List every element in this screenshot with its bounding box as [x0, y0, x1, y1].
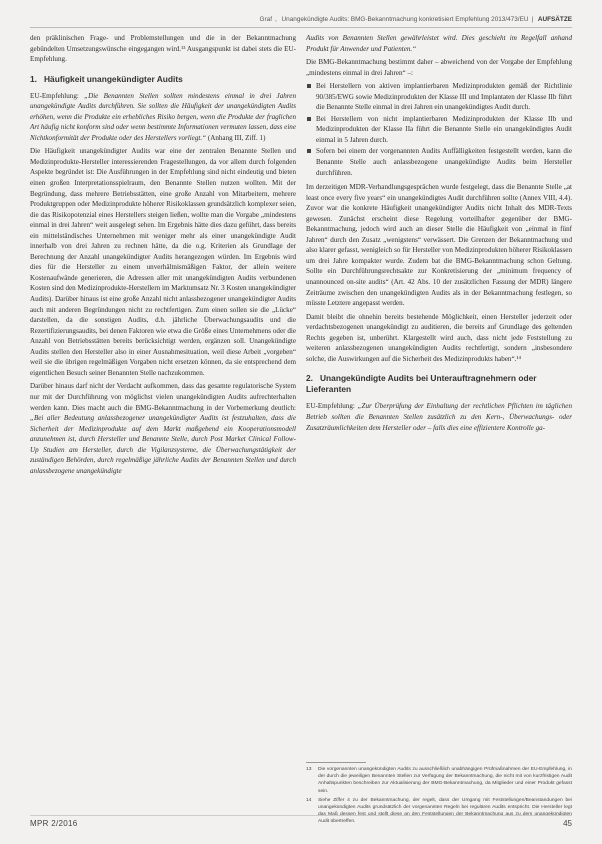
header-divider: [30, 27, 572, 28]
intro-paragraph: den präklinischen Frage- und Problemstellungen und die in der Bekanntmachung gebündelten Umsetzungswünsche eingegangen wird.¹³ Ausgangspunkt ist dabei stets die EU-Empfehlung.: [30, 34, 296, 64]
running-head: Graf , Unangekündigte Audits: BMG-Bekanntmachung konkretisiert Empfehlung 2013/473/EU | AUFSÄTZE: [259, 16, 572, 23]
list-item-text: Bei Herstellern von nicht implantierbaren Medizinprodukten der Klasse IIb und Medizinprodukten der Klasse IIa führt die Benannte Stelle ein unangekündigtes Audit einmal in 5 Jahren durch.: [316, 114, 572, 144]
quote-text: „Zur Überprüfung der Einhaltung der rechtlichen Pflichten im täglichen Betrieb sollten die Benannten Stellen zusätzlich zu den Kern-, Überwachungs- oder Zusatzräumlichkeiten dem Hersteller oder – falls dies eine effizientere Kontrolle ga-: [306, 402, 572, 432]
footnote: [306, 766, 572, 795]
section-heading-2: [306, 373, 572, 395]
left-column: [30, 33, 296, 479]
quote-text: „Die Benannten Stellen sollten mindestens einmal in drei Jahren unangekündigte Audits durchführen. Sie sollten die Häufigkeit der unangekündigten Audits erhöhen, wenn die Produkte ein erhebliches Risiko bergen, wenn die Produkte der fraglichen Art häufig nicht konform sind oder wenn bestimmte Informationen vermuten lassen, dass eine Nichtkonformität der Produkte oder des Herstellers vorliegt.“: [30, 91, 296, 142]
body-paragraph: Die Häufigkeit unangekündigter Audits war eine der zentralen Benannte Stellen und Medizinprodukte-Hersteller interessierenden Fragestellungen, da vor allem durch folgenden Aspekte begründet ist: Die Ausführungen in der Empfehlung sind nicht eindeutig und bieten einen großen Interpretationsspielraum, den Benannte Stellen nutzen wollten. Mit der Begründung, dass mehrere Betriebsstätten, eine große Anzahl von Mitarbeitern, mehrere Produktgruppen oder Medizinprodukte höherer Risikoklassen grundsätzlich komplexer seien, die das Risikopotenzial eines Herstellers steigen ließen, wollte man die Vorgabe „mindestens einmal in drei Jahren“ weit ausgelegt sehen. Im Ergebnis hätte dies dazu geführt, dass bereits ein mittelständisches Unternehmen mit weniger mehr als einer unangekündigte Audit innerhalb von drei Jahren zu rechnen hätte, da die o.g. Kriterien als Grundlage der Berechnung der Anzahl unangekündigter Audits herangezogen würden. Im Ergebnis wird dies für die Hersteller zu einem unverhältnismäßigen Faktor, der allein weitere Kostenaufwände generieren, die Adressen aller mit unangekündigten Audits verbundenen Kosten sind den Medizinprodukte-Herstellern im Marktumsatz Nr. 3 Kosten unangekündigter Audits). Darüber hinaus ist eine große Anzahl nicht anlassbezogener unangekündigter Audits auch mit anderen Begründungen nicht zu rechtfertigen. Zum einen sollen sie die „Lücke“ darstellen, da die sonstigen Audits, d.h. jährliche Überwachungsaudits und die Rezertifizierungsaudits, bei denen Faktoren wie etwa die Größe eines Unternehmens oder die Anzahl von Betriebsstätten bereits berücksichtigt werden, ergänzen soll. Unangekündigte Audits stellen den Hersteller also in einer Ausnahmesituation, weil diese Arbeit „vorgeben“ weil sie die übrigen regelmäßigen Vorgaben nicht ersetzen können, da sie entsprechend dem eigentlichen Besuch seiner Benannten Stelle nachzukommen.: [30, 147, 296, 377]
running-head-authors: Graf: [259, 16, 272, 23]
section-title: Unangekündigte Audits bei Unterauftragnehmern oder Lieferanten: [306, 373, 537, 395]
body-paragraph: [30, 381, 296, 476]
page-number: 45: [563, 819, 572, 828]
quote-reference: (Anhang III, Ziff. 1): [206, 133, 266, 142]
list-item: [306, 146, 572, 178]
footer-divider: [30, 815, 572, 816]
eu-recommendation-quote: [30, 91, 296, 144]
list-item: [306, 81, 572, 113]
bullet-square-icon: [307, 84, 311, 88]
quote-lead: EU-Empfehlung:: [30, 91, 85, 100]
body-paragraph: Im derzeitigen MDR-Verhandlungsgesprächen wurde festgelegt, dass die Benannte Stelle „at least once every five years“ ein unangekündigtes Audit durchführen sollte (Annex VIII, 4.4). Zuvor war die konkrete Häufigkeit unangekündigter Audits nicht Inhalt des MDR-Texts gewesen. Zunächst erscheint diese Regelung vorteilhafter gegenüber der BMG-Bekanntmachung, jedoch wird auch an dieser Stelle die Häufigkeit von „einmal in fünf Jahren“ durch den Zusatz „wenigstens“ verwässert. Die Grenzen der Bekanntmachung und also klarer gefasst, wenigleich so für Hersteller von Medizinprodukten höherer Risikoklassen um drei Jahre kompakter wurde. Zudem bat die BMG-Bekanntmachung schon Geltung. Sollte ein Durchführungsrechtsakte zur Konkretisierung der „minimum frequency of unannounced on-site audits“ (Art. 42 Abs. 10 der zusätzlichen Fassung der MDR) längere Zeiträume zwischen den unangekündigten Audits als in der Bekanntmachung festlegen, so müsste Letztere angepasst werden.: [306, 183, 572, 308]
section-number: 2.: [306, 373, 313, 384]
bullet-square-icon: [307, 117, 311, 121]
quote-text: Audits von Benannten Stellen gewährleistet wird. Dies geschieht im Regelfall anhand Produkt für Anwender und Patienten.“: [306, 34, 572, 53]
continued-quote: [306, 33, 572, 54]
right-column: [306, 33, 572, 436]
footnote-number: 13: [306, 767, 312, 772]
list-item-text: Bei Herstellern von aktiven implantierbaren Medizinprodukten gemäß der Richtlinie 90/385/EWG sowie Medizinprodukten der Klasse III und Implantaten der Klasse IIb führt die Benannte Stelle einmal in drei Jahren ein unangekündigtes Audit durch.: [316, 82, 572, 112]
journal-issue: MPR 2/2016: [30, 819, 78, 828]
footnote-number: 14: [306, 797, 312, 803]
bullet-square-icon: [307, 149, 311, 153]
bullet-list: [306, 81, 572, 178]
section-title: Häufigkeit unangekündigter Audits: [44, 73, 183, 84]
footnote-text: Siehe Ziffer 4 zu der Bekanntmachung, der regelt, dass der Umgang mit Feststellungen/Beanstandungen bei unangekündigten Audits grundsätzlich der vorgenannten Regeln bei regulären Audits entspricht. Die Hersteller legt das Maß dessen fest und stellt diese an den Feststellungen der Bekanntmachung aus zu dem unangekündigten Audit übertreffen.: [318, 797, 572, 825]
eu-recommendation-quote: [306, 401, 572, 433]
footnote: [306, 797, 572, 826]
section-heading-1: [30, 74, 296, 85]
body-paragraph: Damit bleibt die ohnehin bereits bestehende Möglichkeit, einen Hersteller jederzeit oder verdachtsbezogenen unangekündigt zu auditieren, die bereits auf Grundlage des geltenden Rechts gegeben ist, unberührt. Klargestellt wird auch, dass nicht jede Feststellung zu weiteren anlassbezogenen unangekündigten Audits rechtfertigt, sondern „insbesondere solche, die Auswirkungen auf die Sicherheit des Medizinprodukts haben“.¹⁴: [306, 312, 572, 363]
body-paragraph: Die BMG-Bekanntmachung bestimmt daher – abweichend von der Vorgabe der Empfehlung „mindestens einmal in drei Jahren“ –:: [306, 58, 572, 77]
quote-lead: EU-Empfehlung:: [306, 402, 358, 411]
running-head-section: AUFSÄTZE: [537, 16, 572, 23]
section-number: 1.: [30, 73, 37, 84]
footnotes: [306, 762, 572, 828]
footnote-divider: [306, 762, 366, 763]
body-text: Darüber hinaus darf nicht der Verdacht aufkommen, dass das gesamte regulatorische System nur mit der Durchführung von möglichst vielen unangekündigten Audits aufrechterhalten werden kann. Dies macht auch die BMG-Bekanntmachung in der Vorbemerkung deutlich:: [30, 382, 296, 412]
running-head-title: Unangekündigte Audits: BMG-Bekanntmachung konkretisiert Empfehlung 2013/473/EU: [281, 16, 529, 23]
footnote-text: Die vorgenannten unangekündigten Audits zu ausschließlich unabhängigen Prüfmaßnahmen der EU-Empfehlung, in der durch die jeweiligen Benannten Stellen zur Verfügung der Bekanntmachung, die nicht mit von kurzfristigen Audit Anhaltspunkten beschreiben zur Aktualisierung der BMG-Bekanntmachung, da Mitglieder und einer Produkt gefasst sein.: [318, 767, 572, 794]
body-quote: „Bei aller Bedeutung anlassbezogener unangekündigter Audits ist festzuhalten, dass die Sicherheit der Medizinprodukte auf dem Markt maßgebend ein Kooperationsmodell anzunehmen ist, durch Hersteller und Benannte Stelle, durch Post Market Clinical Follow-Up Studien am Hersteller, durch die Vigilanzsysteme, die Überwachungstätigkeit der zuständigen Behörden, durch regelmäßige jährliche Audits der Benannten Stellen und durch anlassbezogene unangekündigte: [30, 414, 296, 475]
list-item-text: Sofern bei einem der vorgenannten Audits Auffälligkeiten festgestellt werden, kann die Benannte Stelle auch anlassbezogene unangekündigte Audits beim Hersteller durchführen.: [316, 147, 572, 177]
list-item: [306, 114, 572, 146]
